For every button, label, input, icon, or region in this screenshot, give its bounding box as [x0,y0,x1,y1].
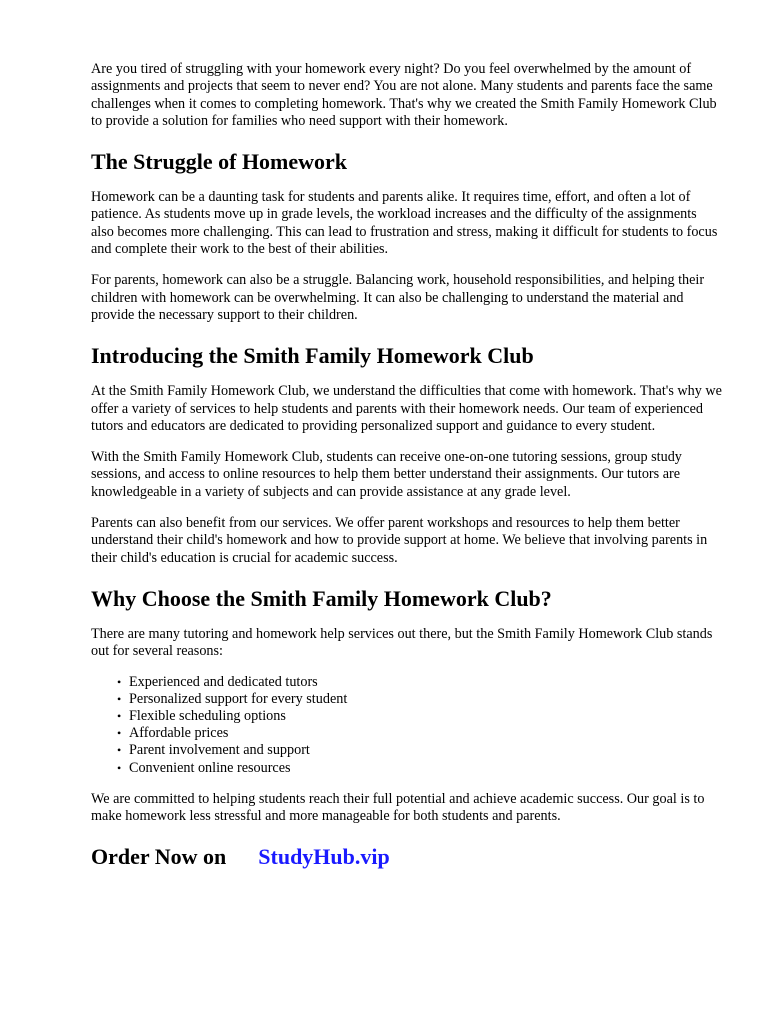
why-choose-paragraph: There are many tutoring and homework help services out there, but the Smith Family Homework Club stands out for several reasons: [91,625,713,660]
introducing-paragraph-3: Parents can also benefit from our services. We offer parent workshops and resources to help them better understand their child's homework and how to provide support at home. We believe that involving parents in their child's education is crucial for academic success. [91,515,708,566]
struggle-paragraph-1: Homework can be a daunting task for students and parents alike. It requires time, effort, and often a lot of patience. As students move up in grade levels, the workload increases and the difficulty of the assignments also becomes more challenging. This can lead to frustration and stress, making it difficult for students to focus and complete their work to the best of their abilities. [91,189,718,258]
bullet-icon: • [117,760,122,775]
heading-introducing-club: Introducing the Smith Family Homework Club [91,343,534,369]
document-body [91,61,723,870]
order-label: Order Now on [91,844,227,870]
list-item-text: Convenient online resources [129,759,291,776]
list-item [117,725,723,742]
order-heading [91,844,723,870]
bullet-icon: • [117,674,122,689]
studyhub-link[interactable]: StudyHub.vip [258,844,390,870]
bullet-icon: • [117,708,122,723]
introducing-paragraph-2: With the Smith Family Homework Club, students can receive one-on-one tutoring sessions, group study sessions, and access to online resources to help them better understand their assignments. Our tutors are knowledgeable in a variety of subjects and can provide assistance at any grade level. [91,449,682,500]
list-item-text: Experienced and dedicated tutors [129,673,318,690]
intro-paragraph: Are you tired of struggling with your homework every night? Do you feel overwhelmed by the amount of assignments and projects that seem to never end? You are not alone. Many students and parents face the same challenges when it comes to completing homework. That's why we created the Smith Family Homework Club to provide a solution for families who need support with their homework. [91,61,717,129]
list-item-text: Parent involvement and support [129,742,310,759]
list-item [117,742,723,759]
list-item [117,760,723,777]
reasons-list [91,674,723,777]
closing-paragraph: We are committed to helping students reach their full potential and achieve academic success. Our goal is to make homework less stressful and more manageable for both students and parents. [91,790,705,825]
heading-why-choose: Why Choose the Smith Family Homework Club? [91,585,552,611]
bullet-icon: • [117,743,122,758]
list-item [117,691,723,708]
list-item-text: Affordable prices [129,725,229,742]
list-item-text: Flexible scheduling options [129,707,286,724]
struggle-paragraph-2: For parents, homework can also be a struggle. Balancing work, household responsibilities, and helping their children with homework can be overwhelming. It can also be challenging to understand the material and provide the necessary support to their children. [91,272,705,323]
bullet-icon: • [117,691,122,706]
list-item-text: Personalized support for every student [129,690,348,707]
list-item [117,708,723,725]
bullet-icon: • [117,726,122,741]
introducing-paragraph-1: At the Smith Family Homework Club, we understand the difficulties that come with homework. That's why we offer a variety of services to help students and parents with their homework needs. Our team of experienced tutors and educators are dedicated to providing personalized support and guidance to every student. [91,383,722,434]
list-item [117,674,723,691]
heading-struggle-of-homework: The Struggle of Homework [91,149,348,175]
